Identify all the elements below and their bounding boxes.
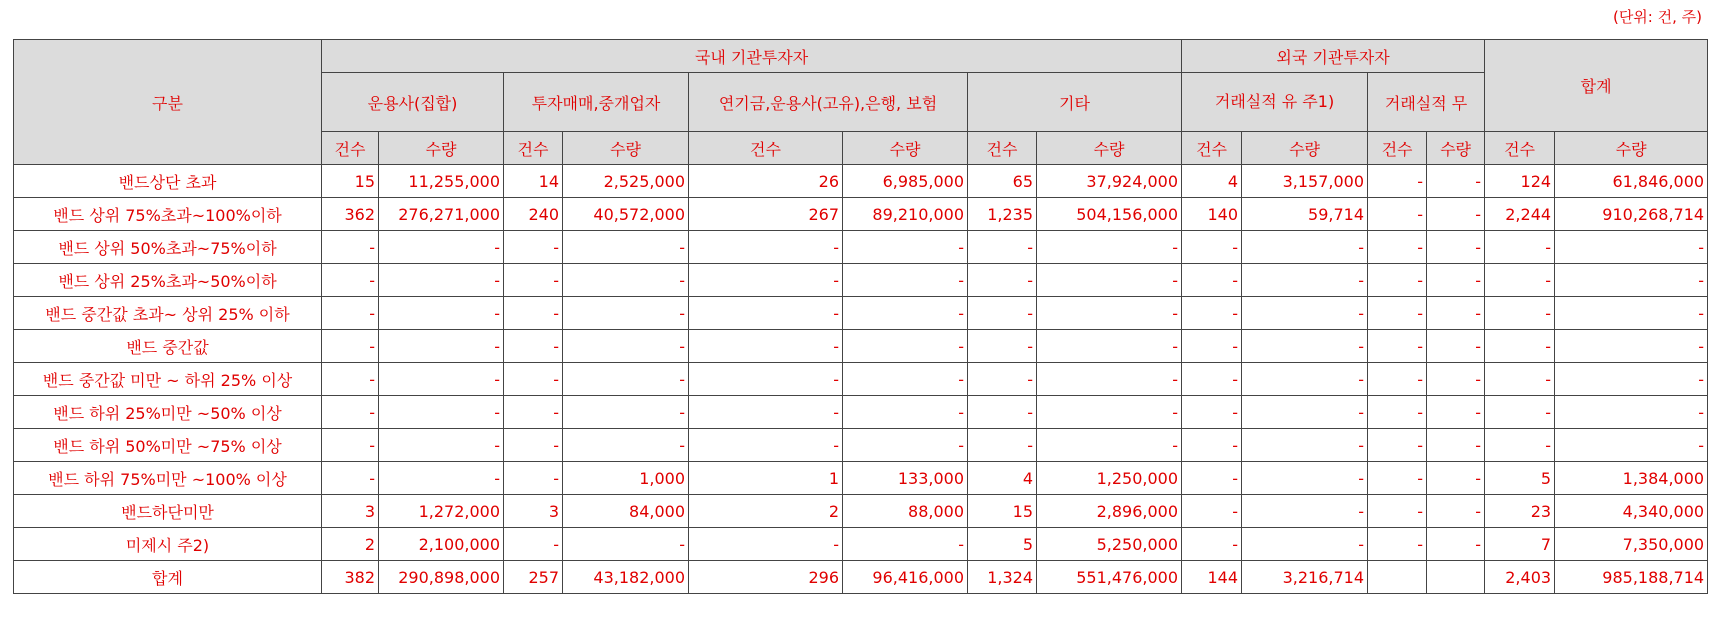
cell-count: - bbox=[1368, 462, 1427, 495]
cell-quantity: - bbox=[1242, 396, 1368, 429]
sub-header-quantity: 수량 bbox=[563, 132, 689, 165]
cell-quantity: 910,268,714 bbox=[1555, 198, 1708, 231]
cell-count: - bbox=[504, 330, 563, 363]
cell-count: 15 bbox=[968, 495, 1037, 528]
cell-count: - bbox=[1368, 198, 1427, 231]
cell-count: 1,324 bbox=[968, 561, 1037, 594]
cell-count: - bbox=[1485, 429, 1555, 462]
table-row bbox=[14, 462, 1708, 495]
cell-quantity: 2,525,000 bbox=[563, 165, 689, 198]
cell-quantity: - bbox=[1427, 198, 1485, 231]
cell-quantity: 89,210,000 bbox=[843, 198, 968, 231]
cell-count: 5 bbox=[1485, 462, 1555, 495]
cell-quantity: - bbox=[1555, 330, 1708, 363]
header-total: 합계 bbox=[1485, 40, 1708, 132]
cell-count: - bbox=[504, 528, 563, 561]
cell-count: 23 bbox=[1485, 495, 1555, 528]
cell-quantity: - bbox=[1427, 297, 1485, 330]
cell-quantity: - bbox=[843, 330, 968, 363]
cell-count: - bbox=[1485, 231, 1555, 264]
row-label: 밴드 중간값 bbox=[14, 330, 322, 363]
cell-count: - bbox=[1368, 297, 1427, 330]
sub-header-quantity: 수량 bbox=[843, 132, 968, 165]
cell-quantity: 551,476,000 bbox=[1037, 561, 1182, 594]
cell-quantity: - bbox=[1037, 330, 1182, 363]
cell-count: - bbox=[322, 264, 379, 297]
cell-quantity: - bbox=[1242, 330, 1368, 363]
cell-count: - bbox=[1182, 297, 1242, 330]
cell-count: - bbox=[1182, 264, 1242, 297]
sub-header-count: 건수 bbox=[968, 132, 1037, 165]
sub-header-quantity: 수량 bbox=[1555, 132, 1708, 165]
row-label: 밴드 하위 50%미만 ~75% 이상 bbox=[14, 429, 322, 462]
allocation-table bbox=[13, 39, 1708, 594]
sub-header-count: 건수 bbox=[1182, 132, 1242, 165]
cell-quantity: - bbox=[1427, 231, 1485, 264]
cell-count: - bbox=[689, 363, 843, 396]
cell-quantity: - bbox=[1242, 363, 1368, 396]
cell-quantity: 84,000 bbox=[563, 495, 689, 528]
table-row bbox=[14, 231, 1708, 264]
header-group-broker: 투자매매,중개업자 bbox=[504, 73, 689, 132]
cell-quantity: - bbox=[1427, 165, 1485, 198]
cell-count: - bbox=[1368, 396, 1427, 429]
cell-quantity: - bbox=[1242, 264, 1368, 297]
cell-quantity: - bbox=[1242, 495, 1368, 528]
cell-quantity: 4,340,000 bbox=[1555, 495, 1708, 528]
row-label: 밴드 상위 50%초과~75%이하 bbox=[14, 231, 322, 264]
table-row bbox=[14, 363, 1708, 396]
cell-count: - bbox=[1485, 297, 1555, 330]
cell-count: 5 bbox=[968, 528, 1037, 561]
cell-count: - bbox=[1182, 396, 1242, 429]
cell-quantity: - bbox=[1555, 231, 1708, 264]
cell-count: - bbox=[689, 330, 843, 363]
cell-count: 240 bbox=[504, 198, 563, 231]
cell-quantity: 133,000 bbox=[843, 462, 968, 495]
cell-quantity: - bbox=[563, 231, 689, 264]
cell-quantity: 59,714 bbox=[1242, 198, 1368, 231]
cell-quantity: - bbox=[1427, 462, 1485, 495]
row-label: 밴드 하위 75%미만 ~100% 이상 bbox=[14, 462, 322, 495]
cell-count: - bbox=[1485, 264, 1555, 297]
cell-count: 1 bbox=[689, 462, 843, 495]
cell-count: - bbox=[504, 264, 563, 297]
cell-count: 140 bbox=[1182, 198, 1242, 231]
cell-quantity: 7,350,000 bbox=[1555, 528, 1708, 561]
row-label: 밴드 하위 25%미만 ~50% 이상 bbox=[14, 396, 322, 429]
cell-quantity: - bbox=[1555, 396, 1708, 429]
cell-quantity: - bbox=[379, 462, 504, 495]
row-label: 밴드 중간값 미만 ~ 하위 25% 이상 bbox=[14, 363, 322, 396]
cell-quantity: - bbox=[1242, 462, 1368, 495]
cell-count: 267 bbox=[689, 198, 843, 231]
header-group-trade-record-yes: 거래실적 유 주1) bbox=[1182, 73, 1368, 132]
cell-count: - bbox=[1485, 363, 1555, 396]
cell-count: - bbox=[968, 429, 1037, 462]
cell-quantity: - bbox=[563, 297, 689, 330]
cell-quantity: - bbox=[1555, 429, 1708, 462]
cell-quantity: 1,384,000 bbox=[1555, 462, 1708, 495]
cell-count: - bbox=[1368, 429, 1427, 462]
cell-count: 2,403 bbox=[1485, 561, 1555, 594]
cell-quantity: - bbox=[1427, 330, 1485, 363]
cell-quantity: - bbox=[1555, 264, 1708, 297]
cell-count: 65 bbox=[968, 165, 1037, 198]
cell-count: 4 bbox=[1182, 165, 1242, 198]
cell-count: - bbox=[968, 264, 1037, 297]
cell-count: - bbox=[968, 231, 1037, 264]
cell-quantity: - bbox=[1242, 297, 1368, 330]
cell-quantity: - bbox=[1242, 528, 1368, 561]
cell-count: - bbox=[504, 231, 563, 264]
cell-count: - bbox=[322, 231, 379, 264]
cell-quantity: 43,182,000 bbox=[563, 561, 689, 594]
cell-quantity: - bbox=[1427, 429, 1485, 462]
cell-quantity: - bbox=[379, 264, 504, 297]
cell-quantity: - bbox=[1037, 363, 1182, 396]
cell-count: - bbox=[689, 396, 843, 429]
cell-count: 4 bbox=[968, 462, 1037, 495]
cell-count: - bbox=[1368, 495, 1427, 528]
row-label: 밴드하단미만 bbox=[14, 495, 322, 528]
cell-quantity: - bbox=[843, 231, 968, 264]
cell-quantity: - bbox=[1242, 231, 1368, 264]
cell-quantity: - bbox=[1555, 363, 1708, 396]
table-row bbox=[14, 429, 1708, 462]
cell-quantity: - bbox=[1427, 363, 1485, 396]
table-row bbox=[14, 330, 1708, 363]
header-foreign: 외국 기관투자자 bbox=[1182, 40, 1485, 73]
cell-count: 14 bbox=[504, 165, 563, 198]
cell-count: - bbox=[1182, 495, 1242, 528]
cell-quantity: - bbox=[1037, 396, 1182, 429]
cell-quantity: - bbox=[1555, 297, 1708, 330]
cell-quantity: - bbox=[563, 429, 689, 462]
cell-count: 7 bbox=[1485, 528, 1555, 561]
sub-header-count: 건수 bbox=[1485, 132, 1555, 165]
cell-count: - bbox=[322, 297, 379, 330]
cell-count: 2 bbox=[689, 495, 843, 528]
cell-quantity: - bbox=[1427, 528, 1485, 561]
cell-count: - bbox=[1182, 363, 1242, 396]
cell-quantity: - bbox=[379, 396, 504, 429]
cell-quantity: 1,000 bbox=[563, 462, 689, 495]
cell-count: - bbox=[1182, 528, 1242, 561]
table-row bbox=[14, 561, 1708, 594]
table-row bbox=[14, 396, 1708, 429]
cell-quantity: - bbox=[379, 330, 504, 363]
cell-count: - bbox=[322, 363, 379, 396]
cell-count: - bbox=[968, 330, 1037, 363]
sub-header-quantity: 수량 bbox=[379, 132, 504, 165]
cell-count: - bbox=[322, 429, 379, 462]
cell-count: - bbox=[689, 264, 843, 297]
cell-quantity bbox=[1427, 561, 1485, 594]
cell-quantity: - bbox=[843, 297, 968, 330]
cell-quantity: - bbox=[843, 264, 968, 297]
cell-quantity: - bbox=[1427, 396, 1485, 429]
cell-count: - bbox=[968, 363, 1037, 396]
cell-count: - bbox=[504, 297, 563, 330]
table-body bbox=[14, 165, 1708, 594]
cell-count: - bbox=[322, 330, 379, 363]
cell-count: - bbox=[1368, 165, 1427, 198]
cell-count: 362 bbox=[322, 198, 379, 231]
cell-quantity: 96,416,000 bbox=[843, 561, 968, 594]
cell-count: - bbox=[322, 462, 379, 495]
sub-header-count: 건수 bbox=[504, 132, 563, 165]
cell-quantity: - bbox=[1427, 264, 1485, 297]
sub-header-quantity: 수량 bbox=[1242, 132, 1368, 165]
cell-quantity: - bbox=[843, 396, 968, 429]
cell-quantity: 1,272,000 bbox=[379, 495, 504, 528]
table-row bbox=[14, 528, 1708, 561]
cell-quantity: - bbox=[843, 429, 968, 462]
cell-quantity: 3,216,714 bbox=[1242, 561, 1368, 594]
cell-quantity: - bbox=[1037, 231, 1182, 264]
cell-count: 3 bbox=[504, 495, 563, 528]
row-label: 미제시 주2) bbox=[14, 528, 322, 561]
cell-count: 26 bbox=[689, 165, 843, 198]
cell-count: - bbox=[504, 429, 563, 462]
cell-count: - bbox=[689, 297, 843, 330]
cell-quantity: 504,156,000 bbox=[1037, 198, 1182, 231]
cell-count: 2,244 bbox=[1485, 198, 1555, 231]
cell-count: - bbox=[968, 396, 1037, 429]
cell-quantity: - bbox=[379, 297, 504, 330]
cell-quantity: 11,255,000 bbox=[379, 165, 504, 198]
cell-count: - bbox=[1485, 396, 1555, 429]
cell-quantity: - bbox=[379, 429, 504, 462]
cell-count: - bbox=[504, 396, 563, 429]
cell-quantity: - bbox=[563, 264, 689, 297]
cell-quantity: - bbox=[379, 231, 504, 264]
cell-count: - bbox=[322, 396, 379, 429]
table-header bbox=[14, 40, 1708, 165]
cell-count: 124 bbox=[1485, 165, 1555, 198]
cell-quantity: - bbox=[1037, 297, 1182, 330]
cell-quantity: 40,572,000 bbox=[563, 198, 689, 231]
table-row bbox=[14, 297, 1708, 330]
row-label: 합계 bbox=[14, 561, 322, 594]
cell-quantity: 88,000 bbox=[843, 495, 968, 528]
cell-count: - bbox=[1182, 330, 1242, 363]
header-category: 구분 bbox=[14, 40, 322, 165]
unit-label: (단위: 건, 주) bbox=[1612, 8, 1702, 26]
cell-quantity: 985,188,714 bbox=[1555, 561, 1708, 594]
cell-quantity: - bbox=[563, 363, 689, 396]
cell-quantity: - bbox=[843, 363, 968, 396]
cell-count: - bbox=[504, 363, 563, 396]
cell-count bbox=[1368, 561, 1427, 594]
cell-count: - bbox=[1368, 363, 1427, 396]
header-domestic: 국내 기관투자자 bbox=[322, 40, 1182, 73]
cell-quantity: - bbox=[563, 396, 689, 429]
cell-count: - bbox=[689, 231, 843, 264]
row-label: 밴드 상위 75%초과~100%이하 bbox=[14, 198, 322, 231]
cell-quantity: - bbox=[1427, 495, 1485, 528]
cell-quantity: 2,100,000 bbox=[379, 528, 504, 561]
table-row bbox=[14, 264, 1708, 297]
cell-quantity: 276,271,000 bbox=[379, 198, 504, 231]
cell-quantity: - bbox=[1037, 429, 1182, 462]
cell-quantity: - bbox=[1242, 429, 1368, 462]
sub-header-count: 건수 bbox=[1368, 132, 1427, 165]
cell-count: - bbox=[689, 429, 843, 462]
cell-quantity: - bbox=[563, 330, 689, 363]
cell-quantity: 3,157,000 bbox=[1242, 165, 1368, 198]
header-group-pension: 연기금,운용사(고유),은행, 보험 bbox=[689, 73, 968, 132]
table-row bbox=[14, 495, 1708, 528]
sub-header-quantity: 수량 bbox=[1037, 132, 1182, 165]
row-label: 밴드 중간값 초과~ 상위 25% 이하 bbox=[14, 297, 322, 330]
cell-quantity: 290,898,000 bbox=[379, 561, 504, 594]
table-row bbox=[14, 165, 1708, 198]
table-row bbox=[14, 198, 1708, 231]
sub-header-count: 건수 bbox=[322, 132, 379, 165]
cell-quantity: 5,250,000 bbox=[1037, 528, 1182, 561]
sub-header-quantity: 수량 bbox=[1427, 132, 1485, 165]
cell-count: 144 bbox=[1182, 561, 1242, 594]
row-label: 밴드 상위 25%초과~50%이하 bbox=[14, 264, 322, 297]
cell-count: - bbox=[1368, 264, 1427, 297]
cell-count: - bbox=[504, 462, 563, 495]
cell-quantity: 6,985,000 bbox=[843, 165, 968, 198]
row-label: 밴드상단 초과 bbox=[14, 165, 322, 198]
cell-count: 257 bbox=[504, 561, 563, 594]
cell-quantity: - bbox=[379, 363, 504, 396]
cell-count: - bbox=[1182, 429, 1242, 462]
cell-count: - bbox=[968, 297, 1037, 330]
cell-count: - bbox=[689, 528, 843, 561]
cell-quantity: 1,250,000 bbox=[1037, 462, 1182, 495]
header-group-asset-manager: 운용사(집합) bbox=[322, 73, 504, 132]
cell-count: 3 bbox=[322, 495, 379, 528]
cell-count: 15 bbox=[322, 165, 379, 198]
sub-header-count: 건수 bbox=[689, 132, 843, 165]
cell-count: - bbox=[1368, 231, 1427, 264]
header-group-other: 기타 bbox=[968, 73, 1182, 132]
cell-quantity: - bbox=[1037, 264, 1182, 297]
cell-quantity: - bbox=[843, 528, 968, 561]
cell-count: - bbox=[1182, 462, 1242, 495]
cell-count: - bbox=[1368, 528, 1427, 561]
cell-count: - bbox=[1485, 330, 1555, 363]
cell-count: 382 bbox=[322, 561, 379, 594]
cell-quantity: 61,846,000 bbox=[1555, 165, 1708, 198]
cell-count: 1,235 bbox=[968, 198, 1037, 231]
cell-count: - bbox=[1368, 330, 1427, 363]
cell-count: 296 bbox=[689, 561, 843, 594]
cell-count: - bbox=[1182, 231, 1242, 264]
cell-quantity: 37,924,000 bbox=[1037, 165, 1182, 198]
header-group-trade-record-no: 거래실적 무 bbox=[1368, 73, 1485, 132]
cell-quantity: 2,896,000 bbox=[1037, 495, 1182, 528]
cell-count: 2 bbox=[322, 528, 379, 561]
cell-quantity: - bbox=[563, 528, 689, 561]
